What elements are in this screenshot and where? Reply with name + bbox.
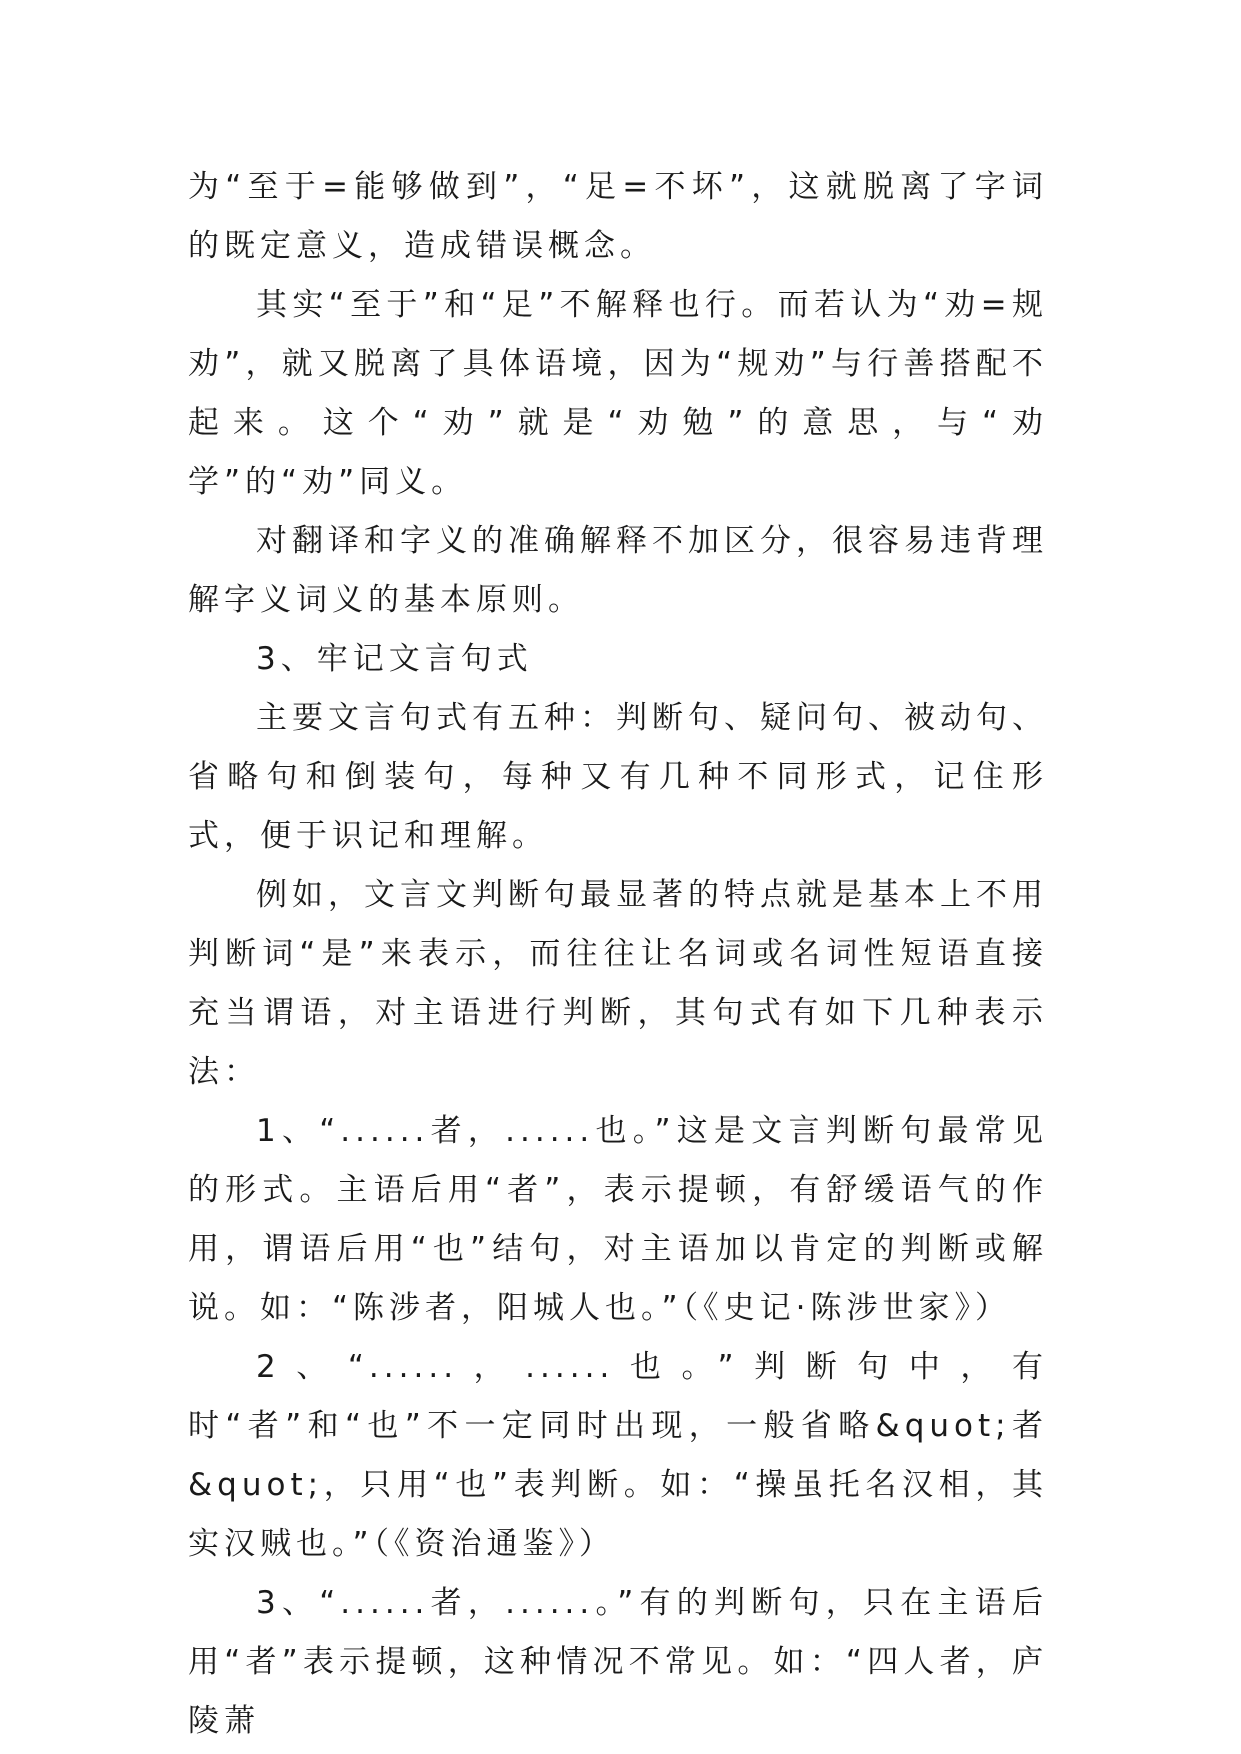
paragraph: 例如，文言文判断句最显著的特点就是基本上不用判断词“是”来表示，而往往让名词或名词性短语直接充当谓语，对主语进行判断，其句式有如下几种表示法： xyxy=(188,877,1048,1090)
paragraph: 主要文言句式有五种：判断句、疑问句、被动句、省略句和倒装句，每种又有几种不同形式，记住形式，便于识记和理解。 xyxy=(188,700,1048,854)
paragraph: 对翻译和字义的准确解释不加区分，很容易违背理解字义词义的基本原则。 xyxy=(188,523,1048,618)
document-body xyxy=(188,158,1048,1751)
paragraph: 其实“至于”和“足”不解释也行。而若认为“劝=规劝”，就又脱离了具体语境，因为“规劝”与行善搭配不起来。这个“劝”就是“劝勉”的意思，与“劝学”的“劝”同义。 xyxy=(188,287,1048,500)
list-item: 3、“......者，......。”有的判断句，只在主语后用“者”表示提顿，这种情况不常见。如：“四人者，庐陵萧 xyxy=(188,1585,1048,1739)
section-heading: 3、牢记文言句式 xyxy=(256,641,533,677)
paragraph: 为“至于=能够做到”，“足=不坏”，这就脱离了字词的既定意义，造成错误概念。 xyxy=(188,169,1048,264)
list-item: 1、“......者，......也。”这是文言判断句最常见的形式。主语后用“者”，表示提顿，有舒缓语气的作用，谓语后用“也”结句，对主语加以肯定的判断或解说。如：“陈涉者，阳城人也。”（《史记·陈涉世家》） xyxy=(188,1113,1048,1326)
list-item: 2、“......，......也。”判断句中，有时“者”和“也”不一定同时出现，一般省略&quot;者&quot;，只用“也”表判断。如：“操虽托名汉相，其实汉贼也。”（《资治通鉴》） xyxy=(188,1349,1048,1562)
